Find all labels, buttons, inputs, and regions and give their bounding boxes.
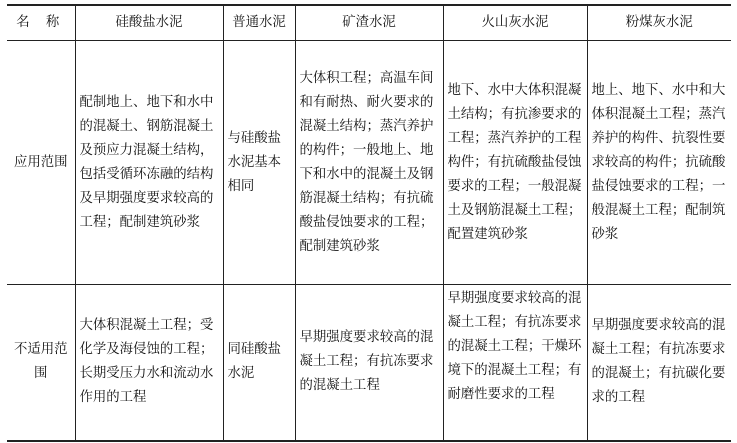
header-silicate-cement: 硅酸盐水泥	[75, 5, 223, 41]
table-row-not-applicable-scope	[7, 285, 731, 441]
cell-pozzolan-application: 地下、水中大体积混凝土结构；有抗渗要求的工程；蒸汽养护的工程构件；有抗硫酸盐侵蚀要求的工程；一般混凝土及钢筋混凝土工程；配置建筑砂浆	[443, 41, 587, 285]
cell-fly-ash-not-applicable: 早期强度要求较高的混凝土工程；有抗冻要求的混凝土；有抗碳化要求的工程	[587, 285, 731, 441]
cell-slag-not-applicable: 早期强度要求较高的混凝土工程；有抗冻要求的混凝土工程	[295, 285, 443, 441]
table-body	[7, 41, 731, 441]
cell-fly-ash-application: 地上、地下、水中和大体积混凝土工程；蒸汽养护的构件、抗裂性要求较高的构件；抗硫酸盐侵蚀要求的工程；一般混凝土工程；配制筑砂浆	[587, 41, 731, 285]
cell-silicate-application: 配制地上、地下和水中的混凝土、钢筋混凝土及预应力混凝土结构，包括受循环冻融的结构及早期强度要求较高的工程；配制建筑砂浆	[75, 41, 223, 285]
header-corner-name: 名 称	[7, 5, 75, 41]
cell-pozzolan-not-applicable: 早期强度要求较高的混凝土工程；有抗冻要求的混凝土工程；干燥环境下的混凝土工程；有耐磨性要求的工程	[443, 285, 587, 441]
cell-silicate-not-applicable: 大体积混凝土工程；受化学及海侵蚀的工程；长期受压力水和流动水作用的工程	[75, 285, 223, 441]
row-label-not-applicable-scope: 不适用范围	[7, 285, 75, 441]
header-slag-cement: 矿渣水泥	[295, 5, 443, 41]
header-fly-ash-cement: 粉煤灰水泥	[587, 5, 731, 41]
header-pozzolan-cement: 火山灰水泥	[443, 5, 587, 41]
cell-ordinary-not-applicable: 同硅酸盐水泥	[223, 285, 295, 441]
header-ordinary-cement: 普通水泥	[223, 5, 295, 41]
table-header	[7, 5, 731, 41]
cement-application-table	[7, 4, 731, 442]
table-row-application-scope	[7, 41, 731, 285]
row-label-application-scope: 应用范围	[7, 41, 75, 285]
cell-ordinary-application: 与硅酸盐水泥基本相同	[223, 41, 295, 285]
header-row	[7, 5, 731, 41]
cell-slag-application: 大体积工程；高温车间和有耐热、耐火要求的混凝土结构；蒸汽养护的构件；一般地上、地下和水中的混凝土及钢筋混凝土结构；有抗硫酸盐侵蚀要求的工程；配制建筑砂浆	[295, 41, 443, 285]
